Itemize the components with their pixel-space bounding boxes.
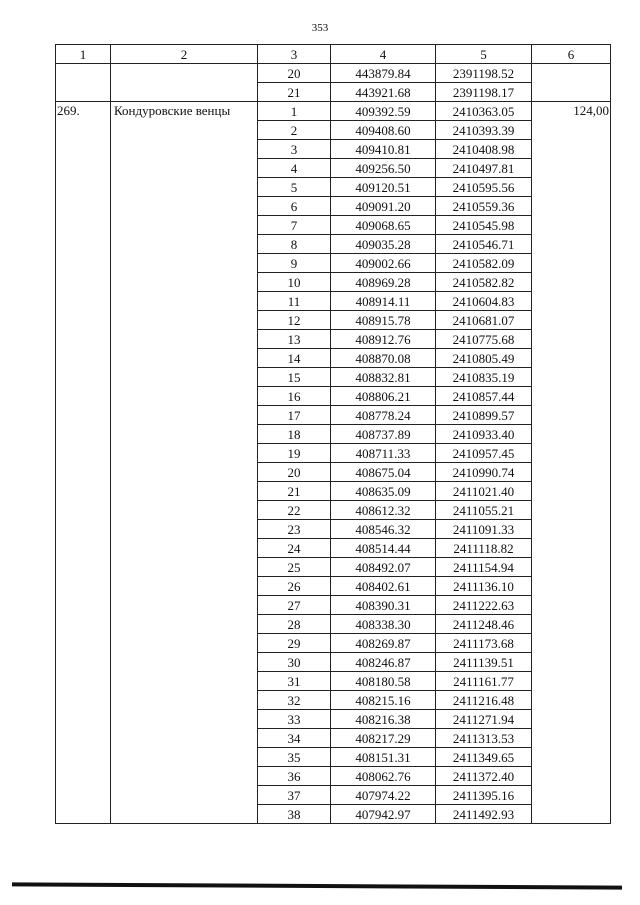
point-number: 7	[258, 216, 331, 235]
point-number: 35	[258, 748, 331, 767]
point-number: 32	[258, 691, 331, 710]
coordinate-y: 2410559.36	[436, 197, 532, 216]
coordinate-x: 408492.07	[331, 558, 436, 577]
coordinate-x: 409256.50	[331, 159, 436, 178]
coordinate-y: 2410681.07	[436, 311, 532, 330]
coordinate-x: 409068.65	[331, 216, 436, 235]
coordinate-x: 407974.22	[331, 786, 436, 805]
coordinate-x: 408806.21	[331, 387, 436, 406]
point-number: 21	[258, 482, 331, 501]
point-number: 22	[258, 501, 331, 520]
point-number: 9	[258, 254, 331, 273]
point-number: 38	[258, 805, 331, 824]
coordinate-y: 2410582.09	[436, 254, 532, 273]
point-number: 14	[258, 349, 331, 368]
coordinate-x: 408338.30	[331, 615, 436, 634]
coordinate-x: 408832.81	[331, 368, 436, 387]
coordinate-x: 408269.87	[331, 634, 436, 653]
coordinate-x: 408216.38	[331, 710, 436, 729]
coordinates-table	[55, 44, 611, 824]
coordinate-x: 409408.60	[331, 121, 436, 140]
coordinate-y: 2410775.68	[436, 330, 532, 349]
coordinate-y: 2411372.40	[436, 767, 532, 786]
coordinate-y: 2411216.48	[436, 691, 532, 710]
coordinate-y: 2391198.17	[436, 83, 532, 102]
coordinate-x: 408514.44	[331, 539, 436, 558]
coordinate-x: 407942.97	[331, 805, 436, 824]
coordinate-x: 408062.76	[331, 767, 436, 786]
continuation-area-cell	[532, 64, 611, 102]
table-row	[56, 102, 611, 121]
coordinate-x: 408390.31	[331, 596, 436, 615]
coordinate-x: 408546.32	[331, 520, 436, 539]
coordinate-x: 408778.24	[331, 406, 436, 425]
entry-number: 269.	[56, 102, 111, 824]
point-number: 23	[258, 520, 331, 539]
header-col-5: 5	[436, 45, 532, 64]
coordinate-y: 2411395.16	[436, 786, 532, 805]
coordinate-y: 2410545.98	[436, 216, 532, 235]
point-number: 5	[258, 178, 331, 197]
point-number: 2	[258, 121, 331, 140]
coordinate-y: 2410393.39	[436, 121, 532, 140]
coordinate-y: 2411118.82	[436, 539, 532, 558]
point-number: 16	[258, 387, 331, 406]
coordinate-y: 2410805.49	[436, 349, 532, 368]
coordinate-x: 408870.08	[331, 349, 436, 368]
header-col-6: 6	[532, 45, 611, 64]
point-number: 13	[258, 330, 331, 349]
coordinate-y: 2411313.53	[436, 729, 532, 748]
coordinate-x: 409002.66	[331, 254, 436, 273]
continuation-number-cell	[56, 64, 111, 102]
coordinate-x: 408915.78	[331, 311, 436, 330]
coordinate-y: 2410957.45	[436, 444, 532, 463]
coordinate-y: 2410408.98	[436, 140, 532, 159]
header-col-1: 1	[56, 45, 111, 64]
coordinate-y: 2411161.77	[436, 672, 532, 691]
coordinate-x: 409035.28	[331, 235, 436, 254]
point-number: 24	[258, 539, 331, 558]
entry-name: Кондуровские венцы	[111, 102, 258, 824]
coordinate-y: 2411248.46	[436, 615, 532, 634]
point-number: 34	[258, 729, 331, 748]
coordinate-x: 408402.61	[331, 577, 436, 596]
coordinate-x: 408215.16	[331, 691, 436, 710]
bottom-rule	[12, 882, 622, 889]
point-number: 6	[258, 197, 331, 216]
coordinate-y: 2410363.05	[436, 102, 532, 121]
header-col-4: 4	[331, 45, 436, 64]
point-number: 33	[258, 710, 331, 729]
coordinate-y: 2411154.94	[436, 558, 532, 577]
entry-area: 124,00	[532, 102, 611, 824]
header-col-2: 2	[111, 45, 258, 64]
point-number: 10	[258, 273, 331, 292]
point-number: 11	[258, 292, 331, 311]
point-number: 15	[258, 368, 331, 387]
coordinate-x: 408217.29	[331, 729, 436, 748]
header-col-3: 3	[258, 45, 331, 64]
coordinate-y: 2410604.83	[436, 292, 532, 311]
point-number: 27	[258, 596, 331, 615]
point-number: 36	[258, 767, 331, 786]
coordinate-x: 408914.11	[331, 292, 436, 311]
header-row	[56, 45, 611, 64]
point-number: 29	[258, 634, 331, 653]
coordinate-y: 2391198.52	[436, 64, 532, 83]
coordinate-x: 443879.84	[331, 64, 436, 83]
coordinate-y: 2410933.40	[436, 425, 532, 444]
point-number: 17	[258, 406, 331, 425]
coordinate-x: 408737.89	[331, 425, 436, 444]
coordinate-x: 408635.09	[331, 482, 436, 501]
point-number: 4	[258, 159, 331, 178]
point-number: 8	[258, 235, 331, 254]
table-body	[56, 45, 611, 824]
point-number: 18	[258, 425, 331, 444]
point-number: 20	[258, 64, 331, 83]
point-number: 25	[258, 558, 331, 577]
coordinate-x: 408912.76	[331, 330, 436, 349]
coordinate-y: 2411271.94	[436, 710, 532, 729]
coordinate-y: 2410595.56	[436, 178, 532, 197]
coordinate-y: 2411139.51	[436, 653, 532, 672]
page-number: 353	[311, 22, 329, 34]
coordinate-y: 2411136.10	[436, 577, 532, 596]
point-number: 1	[258, 102, 331, 121]
point-number: 12	[258, 311, 331, 330]
coordinate-x: 443921.68	[331, 83, 436, 102]
coordinate-x: 409091.20	[331, 197, 436, 216]
continuation-name-cell	[111, 64, 258, 102]
table-row	[56, 64, 611, 83]
coordinate-x: 408180.58	[331, 672, 436, 691]
coordinate-y: 2410835.19	[436, 368, 532, 387]
coordinate-y: 2411021.40	[436, 482, 532, 501]
coordinate-y: 2411055.21	[436, 501, 532, 520]
coordinate-x: 409410.81	[331, 140, 436, 159]
coordinate-y: 2410857.44	[436, 387, 532, 406]
coordinate-y: 2410582.82	[436, 273, 532, 292]
coordinate-x: 408151.31	[331, 748, 436, 767]
coordinate-y: 2410497.81	[436, 159, 532, 178]
point-number: 20	[258, 463, 331, 482]
point-number: 26	[258, 577, 331, 596]
point-number: 28	[258, 615, 331, 634]
coordinate-y: 2411349.65	[436, 748, 532, 767]
coordinate-x: 409120.51	[331, 178, 436, 197]
point-number: 19	[258, 444, 331, 463]
coordinate-y: 2411222.63	[436, 596, 532, 615]
coordinate-y: 2410899.57	[436, 406, 532, 425]
point-number: 37	[258, 786, 331, 805]
point-number: 31	[258, 672, 331, 691]
coordinate-y: 2410546.71	[436, 235, 532, 254]
coordinate-x: 408612.32	[331, 501, 436, 520]
point-number: 30	[258, 653, 331, 672]
coordinate-y: 2411091.33	[436, 520, 532, 539]
point-number: 3	[258, 140, 331, 159]
point-number: 21	[258, 83, 331, 102]
coordinate-x: 408675.04	[331, 463, 436, 482]
coordinate-x: 408969.28	[331, 273, 436, 292]
coordinate-y: 2411492.93	[436, 805, 532, 824]
coordinate-y: 2410990.74	[436, 463, 532, 482]
coordinate-x: 408711.33	[331, 444, 436, 463]
coordinate-x: 408246.87	[331, 653, 436, 672]
coordinate-x: 409392.59	[331, 102, 436, 121]
coordinate-y: 2411173.68	[436, 634, 532, 653]
